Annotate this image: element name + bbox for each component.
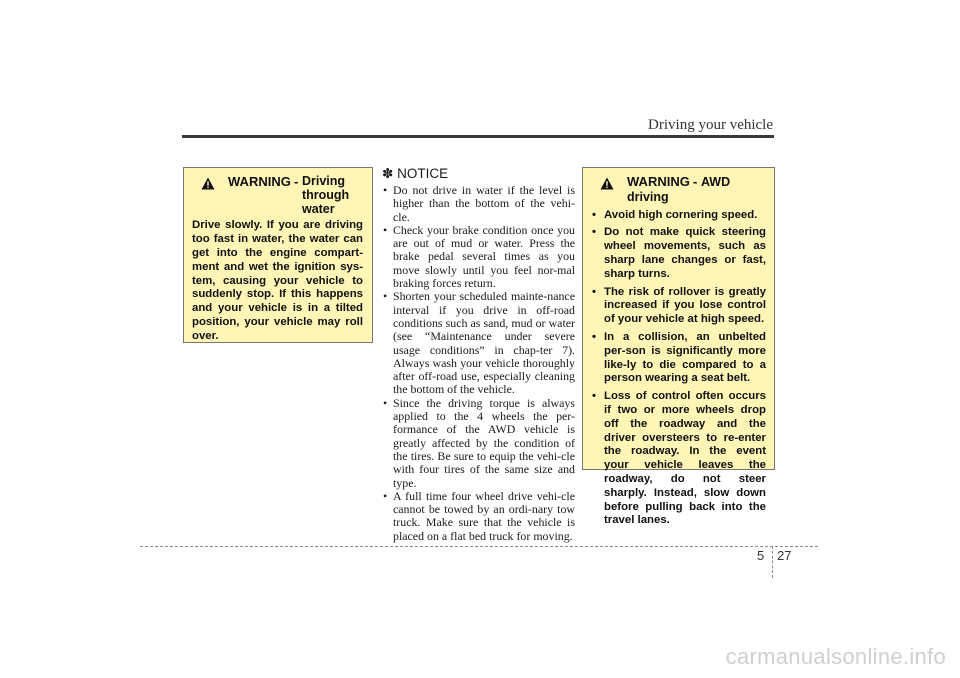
warning-list [591,209,766,529]
footer-rule [140,546,818,547]
notice-heading [382,166,575,182]
warning-dash: - [294,174,302,189]
list-item: • Do not make quick steering wheel movements, such as sharp lane changes or fast, sharp turns. [591,226,766,281]
notice-title: NOTICE [397,166,449,181]
page-number: 27 [777,548,792,563]
warning-subject: Driving through water [301,174,350,216]
header-rule [182,135,774,138]
page-header-title: Driving your vehicle [648,117,773,133]
footer-separator [772,546,773,578]
list-item: • Loss of control often occurs if two or more wheels drop off the roadway and the driver oversteers to re-enter the roadway. In the event your vehicle leaves the roadway, do not steer sharply. Instead, slow down before pulling back into the travel lanes. [591,390,766,528]
warning-word: WARNING [228,174,291,189]
warning-box-driving-through-water [183,167,373,343]
warning-heading [192,175,363,216]
list-item: • Do not drive in water if the level is higher than the bottom of the vehi-cle. [382,184,575,224]
warning-subject: AWD driving [627,175,731,204]
warning-triangle-icon [201,177,215,190]
notice-list [382,184,575,543]
list-item: • A full time four wheel drive vehi-cle cannot be towed by an ordi-nary tow truck. Make sure that the vehicle is placed on a flat bed truck for moving. [382,490,575,543]
watermark: carmanualsonline.info [725,644,946,669]
notice-star-icon: ✽ [382,166,394,181]
list-item: • The risk of rollover is greatly increased if you lose control of your vehicle at high speed. [591,286,766,327]
warning-word: WARNING [627,174,690,189]
list-item: • Since the driving torque is always applied to the 4 wheels the per-formance of the AWD vehicle is greatly affected by the condition of the tires. Be sure to equip the vehi-cle with four tires of the same size and type. [382,397,575,490]
warning-heading [591,175,766,206]
warning-body-text: Drive slowly. If you are driving too fast in water, the water can get into the engine compart-ment and wet the ignition sys-tem, causing your vehicle to suddenly stop. If this happens and your vehicle is in a tilted position, your vehicle may roll over. [192,219,363,342]
warning-dash: - [693,174,701,189]
list-item: • In a collision, an unbelted per-son is significantly more like-ly to die compared to a person wearing a seat belt. [591,331,766,386]
list-item: • Avoid high cornering speed. [591,209,766,223]
list-item: • Check your brake condition once you are out of mud or water. Press the brake pedal several times as you move slowly until you feel nor-mal braking forces return. [382,224,575,290]
list-item: • Shorten your scheduled mainte-nance interval if you drive in off-road conditions such as sand, mud or water (see “Maintenance under severe usage conditions” in chap-ter 7). Always wash your vehicle thoroughly after off-road use, especially cleaning the bottom of the vehicle. [382,290,575,396]
notice-section [382,166,575,543]
chapter-number: 5 [757,548,765,563]
warning-box-awd-driving [582,167,775,527]
warning-triangle-icon [600,177,614,190]
